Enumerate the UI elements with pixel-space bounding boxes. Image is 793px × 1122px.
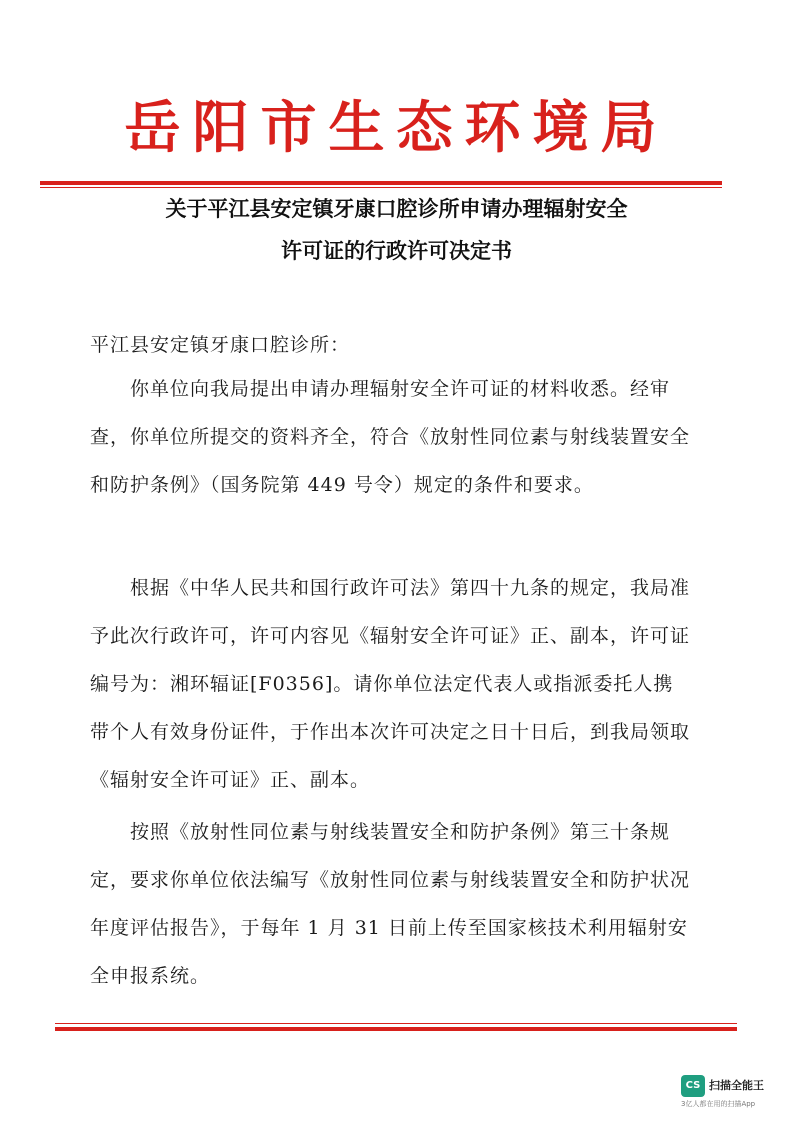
scanner-tagline: 3亿人都在用的扫描App [681,1100,756,1108]
document-title-line2: 许可证的行政许可决定书 [281,238,512,263]
scanner-brand-name: 扫描全能王 [709,1079,764,1092]
body-paragraph-2: 根据《中华人民共和国行政许可法》第四十九条的规定，我局准予此次行政许可，许可内容见《辐射安全许可证》正、副本，许可证编号为：湘环辐证[F0356]。请你单位法定代表人或指派委托人携带个人有效身份证件，于作出本次许可决定之日十日后，到我局领取《辐射安全许可证》正、副本。 [90,577,691,791]
masthead-rule-thick [40,181,722,185]
document-title-line1: 关于平江县安定镇牙康口腔诊所申请办理辐射安全 [165,196,628,221]
agency-masthead: 岳阳市生态环境局 [124,95,669,161]
footer-rule-thin [55,1023,737,1024]
masthead-rule-thin [40,187,722,188]
body-paragraph-1: 你单位向我局提出申请办理辐射安全许可证的材料收悉。经审查，你单位所提交的资料齐全，符合《放射性同位素与射线装置安全和防护条例》（国务院第 449 号令）规定的条件和要求。 [90,378,691,496]
footer-rule-thick [55,1027,737,1031]
scanner-watermark [681,1075,785,1109]
body-paragraph-3: 按照《放射性同位素与射线装置安全和防护条例》第三十条规定，要求你单位依法编写《放射性同位素与射线装置安全和防护状况年度评估报告》，于每年 1 月 31 日前上传至国家核技术利用辐射安全申报系统。 [90,821,691,987]
salutation: 平江县安定镇牙康口腔诊所： [90,334,351,356]
camscanner-logo-icon: CS [681,1075,705,1097]
